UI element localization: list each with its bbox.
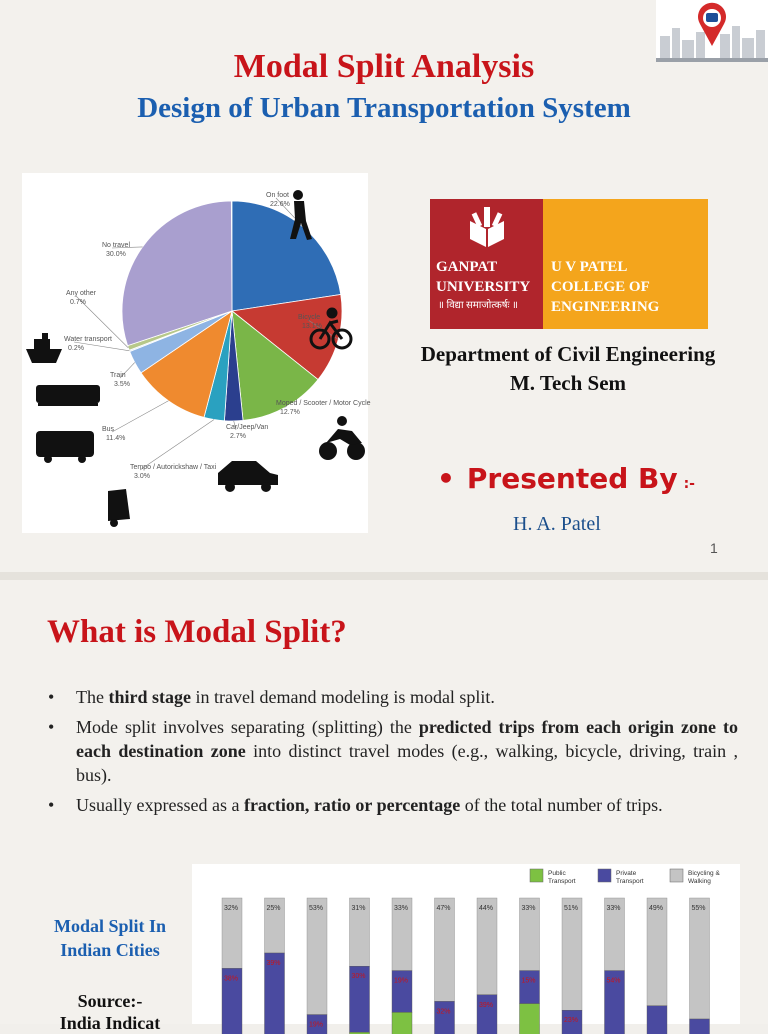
bar-value-label: 31% (351, 905, 366, 912)
logo-motto: ॥ विद्या समाजोत्कर्षः ॥ (438, 300, 519, 311)
boat-icon (26, 333, 62, 363)
logo-text-engineering: ENGINEERING (551, 299, 660, 315)
pie-slice-label: Water transport (64, 336, 112, 343)
bar-value-label: 39% (266, 960, 281, 967)
mode-share-pie-chart (22, 173, 371, 533)
pie-slice-value: 13.1% (302, 323, 322, 330)
bar-value-label: 32% (436, 1008, 451, 1016)
bar-value-label: 33% (606, 905, 621, 912)
page-subtitle: Design of Urban Transportation System (137, 92, 631, 124)
pie-slice-label: Any other (66, 290, 96, 297)
bar-segment-walking (690, 898, 710, 1019)
pie-slice-label: Moped / Scooter / Motor Cycle (276, 400, 371, 407)
pie-slice-label: On foot (266, 192, 289, 199)
pie-slice-value: 22.6% (270, 201, 290, 208)
logo-text-ganpat: GANPAT (436, 259, 498, 275)
pie-slice-value: 3.0% (134, 473, 150, 480)
logo-text-college-of: COLLEGE OF (551, 279, 650, 295)
bar-segment-walking (647, 898, 667, 1006)
slide-heading: What is Modal Split? (47, 614, 347, 650)
program-name: M. Tech Sem (509, 371, 627, 395)
bar-segment-private (690, 1019, 710, 1034)
bar-value-label: 19% (394, 977, 409, 985)
department-name: Department of Civil Engineering (420, 342, 716, 366)
logo-text-university: UNIVERSITY (436, 279, 531, 295)
pie-slice-label: Bicycle (298, 314, 321, 321)
bar-segment-walking (435, 898, 455, 1001)
bar-value-label: 19% (309, 1021, 324, 1029)
pie-slice-label: No travel (102, 242, 131, 249)
bar-value-label: 47% (436, 905, 451, 912)
bullet-item: • Usually expressed as a fraction, ratio or percentage of the total number of trips. (48, 795, 663, 815)
bar-segment-walking (562, 898, 582, 1010)
bar-value-label: 25% (266, 905, 281, 912)
pie-slice-value: 12.7% (280, 409, 300, 416)
bar-value-label: 53% (309, 905, 324, 912)
bar-segment-private (520, 971, 540, 1004)
legend-label: Transport (616, 878, 644, 885)
legend-label: Bicycling & (688, 870, 720, 877)
legend-label: Transport (548, 878, 576, 885)
pie-slice-value: 11.4% (106, 435, 126, 442)
bullet-dot: • (437, 462, 455, 495)
pie-slice-value: 0.2% (68, 345, 84, 352)
bar-value-label: 44% (479, 905, 494, 912)
bar-value-label: 54% (606, 977, 621, 985)
bar-value-label: 38% (224, 975, 239, 983)
bar-value-label: 39% (479, 1001, 494, 1009)
bullet-item: • Mode split involves separating (splitting) the predicted trips from each origin zone to each destination zone into distinct travel modes (e.g., walking, bicycle, driving, train , bus). (48, 717, 738, 785)
bar-value-label: 49% (649, 905, 664, 912)
legend-swatch (670, 869, 683, 882)
bar-segment-public (392, 1012, 412, 1034)
source-heading: Source:- (77, 991, 143, 1011)
legend-label: Private (616, 870, 637, 877)
pie-slice-value: 2.7% (230, 433, 246, 440)
pie-slice-label: Bus (102, 426, 115, 433)
legend-swatch (530, 869, 543, 882)
pie-slice-label: Car/Jeep/Van (226, 424, 269, 431)
legend-swatch (598, 869, 611, 882)
source-text: India Indicat (59, 1013, 161, 1033)
pie-slice-label: Train (110, 372, 126, 379)
car-icon (218, 461, 278, 492)
presenter-name: H. A. Patel (513, 513, 601, 535)
bar-value-label: 15% (521, 977, 536, 985)
bar-segment-private (647, 1006, 667, 1034)
presented-by-separator: :- (683, 476, 695, 492)
bar-value-label: 32% (224, 905, 239, 912)
autorickshaw-icon (108, 489, 130, 527)
bar-value-label: 55% (691, 905, 706, 912)
bullet-list (48, 685, 738, 823)
modal-split-slide (0, 580, 768, 1033)
bar-segment-walking (307, 898, 327, 1015)
legend-label: Public (548, 870, 566, 877)
university-logo (430, 199, 708, 329)
pie-slice-value: 0.7% (70, 299, 86, 306)
slide-divider (0, 572, 768, 580)
bar-value-label: 33% (521, 905, 536, 912)
pie-leader-line (140, 420, 214, 470)
motorcycle-icon (319, 416, 365, 460)
slide-number: 1 (710, 540, 718, 556)
bar-segment-walking (477, 898, 497, 995)
bar-value-label: 30% (351, 973, 366, 981)
book-emblem-icon (430, 199, 543, 255)
legend-label: Walking (688, 878, 711, 885)
modal-split-bar-chart (192, 864, 740, 1029)
bar-value-label: 33% (394, 905, 409, 912)
bar-segment-private (435, 1001, 455, 1034)
pie-slice-label: Tempo / Autorickshaw / Taxi (130, 464, 217, 471)
bar-segment-public (520, 1004, 540, 1034)
presented-by-label: Presented By (466, 462, 678, 495)
bullet-item: • The third stage in travel demand modeling is modal split. (48, 687, 495, 707)
pie-slice-value: 3.5% (114, 381, 130, 388)
pie-leader-line (112, 401, 168, 432)
bar-value-label: 23% (564, 1017, 579, 1025)
bar-segment-private (477, 995, 497, 1034)
logo-text-uv-patel: U V PATEL (551, 259, 628, 275)
chart-side-label: Modal Split In Indian Cities (53, 916, 167, 960)
bus-icon (36, 431, 94, 463)
train-icon (36, 385, 100, 406)
presented-by-heading (437, 462, 695, 495)
pie-slice (232, 201, 341, 311)
page-title: Modal Split Analysis (233, 48, 535, 85)
pie-slice-value: 30.0% (106, 251, 126, 258)
source-label (30, 990, 190, 1034)
bar-value-label: 51% (564, 905, 579, 912)
